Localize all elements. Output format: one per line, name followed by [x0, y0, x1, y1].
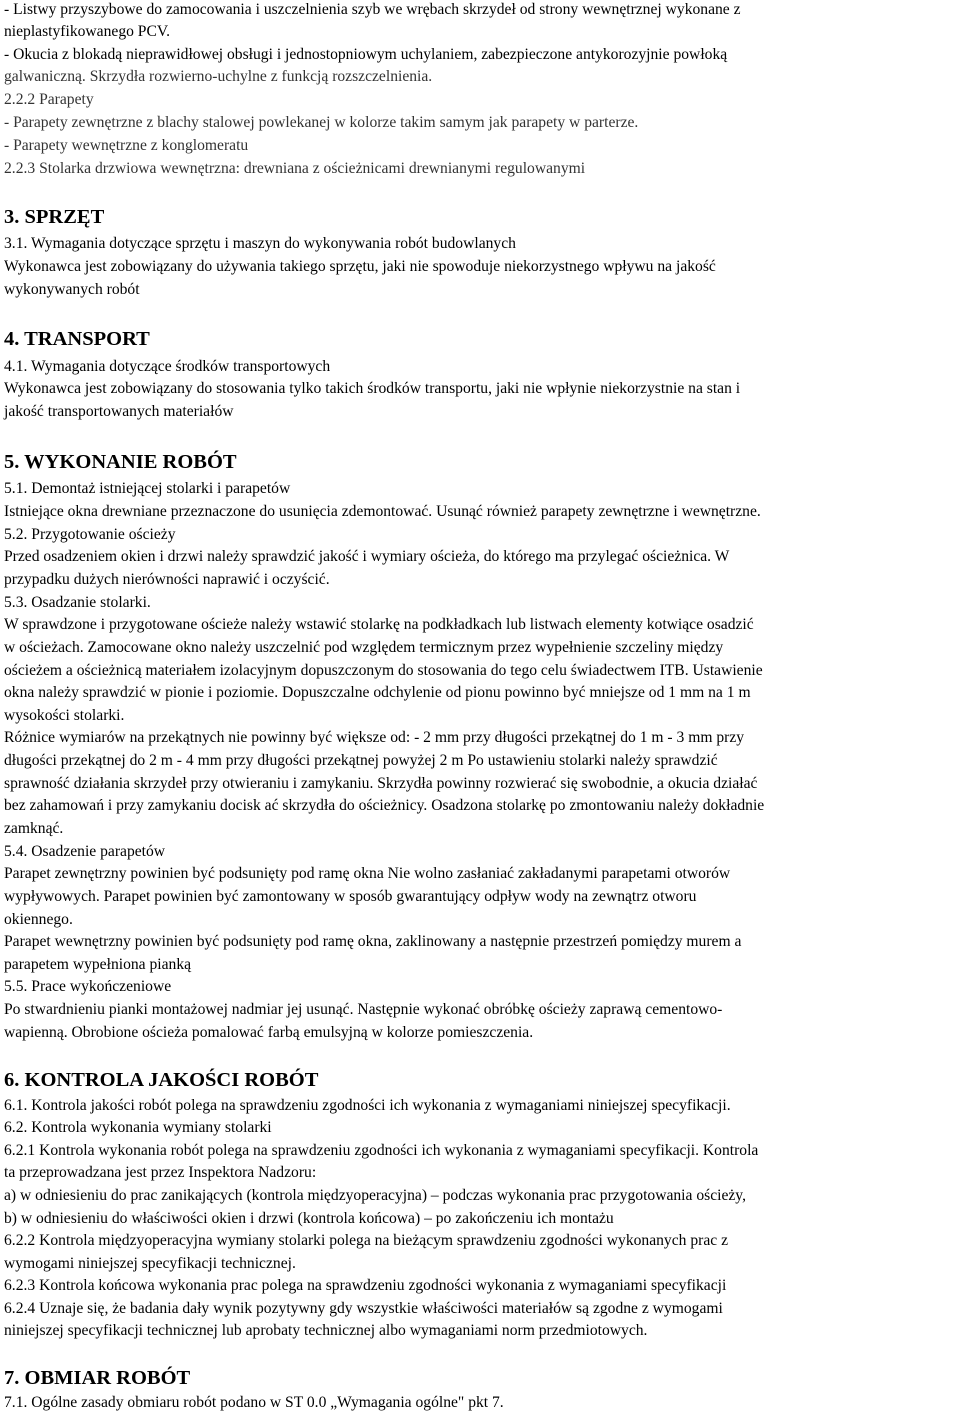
text-line: - Okucia z blokadą nieprawidłowej obsługi i jednostopniowym uchylaniem, zabezpieczone antykorozyjnie powłoką: [4, 46, 728, 63]
text-line: Wykonawca jest zobowiązany do stosowania tylko takich środków transportu, jaki nie wpłynie niekorzystnie na stan i: [4, 380, 741, 397]
text-line: ta przeprowadzana jest przez Inspektora Nadzoru:: [4, 1164, 317, 1181]
subsection-title: 5.5. Prace wykończeniowe: [4, 978, 172, 995]
text-line: długości przekątnej do 2 m - 4 mm przy długości przekątnej powyżej 2 m Po ustawieniu stolarki należy sprawdzić: [4, 752, 718, 769]
text-line: niniejszej specyfikacji technicznej lub aprobaty technicznej albo wymaganiami norm przedmiotowych.: [4, 1322, 648, 1339]
text-line: 6.2.1 Kontrola wykonania robót polega na sprawdzeniu zgodności ich wykonania z wymaganiami specyfikacji. Kontrola: [4, 1142, 759, 1159]
text-line: wykonywanych robót: [4, 281, 140, 298]
section-heading: 5. WYKONANIE ROBÓT: [4, 451, 237, 473]
text-line: Istniejące okna drewniane przeznaczone do usunięcia zdemontować. Usunąć również parapety zewnętrzne i wewnętrzne.: [4, 503, 761, 520]
subsection-title: 5.3. Osadzanie stolarki.: [4, 594, 151, 611]
text-line: Parapet wewnętrzny powinien być podsunięty pod ramę okna, zaklinowany a następnie przestrzeń pomiędzy murem a: [4, 933, 742, 950]
text-line: przypadku dużych nierówności naprawić i oczyścić.: [4, 571, 330, 588]
text-line: Parapet zewnętrzny powinien być podsunięty pod ramę okna Nie wolno zasłaniać zakładanymi parapetami otworów: [4, 865, 731, 882]
text-line: Wykonawca jest zobowiązany do używania takiego sprzętu, jaki nie spowoduje niekorzystnego wpływu na jakość: [4, 258, 716, 275]
section-heading: 6. KONTROLA JAKOŚCI ROBÓT: [4, 1069, 319, 1091]
text-line: W sprawdzone i przygotowane ościeże należy wstawić stolarkę na podkładkach lub listwach elementy kotwiące osadzić: [4, 616, 754, 633]
section-heading: 4. TRANSPORT: [4, 328, 150, 350]
text-line: wymogami niniejszej specyfikacji technicznej.: [4, 1255, 296, 1272]
text-line: 6.2.3 Kontrola końcowa wykonania prac polega na sprawdzeniu zgodności wykonania z wymaganiami specyfikacji: [4, 1277, 727, 1294]
text-line: sprawność działania skrzydeł przy otwieraniu i zamykaniu. Skrzydła powinny rozwierać się swobodnie, a okucia działać: [4, 775, 758, 792]
text-line: - Parapety wewnętrzne z konglomeratu: [4, 137, 249, 154]
text-line: 6.2.4 Uznaje się, że badania dały wynik pozytywny gdy wszystkie właściwości materiałów są zgodne z wymogami: [4, 1300, 723, 1317]
text-line: wysokości stolarki.: [4, 707, 125, 724]
text-line: galwaniczną. Skrzydła rozwierno-uchylne z funkcją rozszczelnienia.: [4, 68, 433, 85]
text-line: jakość transportowanych materiałów: [4, 403, 234, 420]
text-line: bez zahamowań i przy zamykaniu docisk ać skrzydła do ościeżnicy. Osadzona stolarkę po zmontowaniu należy dokładnie: [4, 797, 765, 814]
text-line: b) w odniesieniu do właściwości okien i drzwi (kontrola końcowa) – po zakończeniu ich montażu: [4, 1210, 614, 1227]
text-line: Różnice wymiarów na przekątnych nie powinny być większe od: - 2 mm przy długości przekątnej do 1 m - 3 mm przy: [4, 729, 745, 746]
text-line: w ościeżach. Zamocowane okno należy uszczelnić pod względem termicznym przez wypełnienie szczeliny między: [4, 639, 724, 656]
text-line: 6.1. Kontrola jakości robót polega na sprawdzeniu zgodności ich wykonania z wymaganiami niniejszej specyfikacji.: [4, 1097, 731, 1114]
subsection-title: 5.2. Przygotowanie ościeży: [4, 526, 176, 543]
text-line: 6.2.2 Kontrola międzyoperacyjna wymiany stolarki polega na bieżącym sprawdzeniu zgodności wykonanych prac z: [4, 1232, 728, 1249]
subsection-title: 6.2. Kontrola wykonania wymiany stolarki: [4, 1119, 272, 1136]
text-line: - Listwy przyszybowe do zamocowania i uszczelnienia szyb we wrębach skrzydeł od strony wewnętrznej wykonane z: [4, 1, 741, 18]
subsection-title: 2.2.3 Stolarka drzwiowa wewnętrzna: drewniana z ościeżnicami drewnianymi regulowanymi: [4, 160, 586, 177]
text-line: nieplastyfikowanego PCV.: [4, 23, 171, 40]
subsection-title: 3.1. Wymagania dotyczące sprzętu i maszyn do wykonywania robót budowlanych: [4, 235, 516, 252]
section-heading: 7. OBMIAR ROBÓT: [4, 1367, 191, 1389]
section-heading: 3. SPRZĘT: [4, 206, 105, 228]
text-line: parapetem wypełniona pianką: [4, 956, 192, 973]
text-line: wypływowych. Parapet powinien być zamontowany w sposób gwarantujący odpływ wody na zewnątrz otworu: [4, 888, 697, 905]
subsection-title: 2.2.2 Parapety: [4, 91, 94, 108]
text-line: 7.1. Ogólne zasady obmiaru robót podano w ST 0.0 „Wymagania ogólne" pkt 7.: [4, 1394, 504, 1411]
text-line: Przed osadzeniem okien i drzwi należy sprawdzić jakość i wymiary ościeża, do którego ma przylegać ościeżnica. W: [4, 548, 730, 565]
text-line: a) w odniesieniu do prac zanikających (kontrola międzyoperacyjna) – podczas wykonania prac przygotowania ościeży,: [4, 1187, 746, 1204]
text-line: okna należy sprawdzić w pionie i poziomie. Dopuszczalne odchylenie od pionu powinno być mniejsze od 1 mm na 1 m: [4, 684, 751, 701]
subsection-title: 5.1. Demontaż istniejącej stolarki i parapetów: [4, 480, 291, 497]
text-line: okiennego.: [4, 911, 73, 928]
text-line: ościeżem a ościeżnicą materiałem izolacyjnym dopuszczonym do stosowania do tego celu świadectwem ITB. Ustawienie: [4, 662, 763, 679]
text-line: wapienną. Obrobione ościeża pomalować farbą emulsyjną w kolorze pomieszczenia.: [4, 1024, 534, 1041]
subsection-title: 4.1. Wymagania dotyczące środków transportowych: [4, 358, 331, 375]
text-line: Po stwardnieniu pianki montażowej nadmiar jej usunąć. Następnie wykonać obróbkę ościeży zaprawą cementowo-: [4, 1001, 723, 1018]
subsection-title: 5.4. Osadzenie parapetów: [4, 843, 166, 860]
text-line: - Parapety zewnętrzne z blachy stalowej powlekanej w kolorze takim samym jak parapety w parterze.: [4, 114, 639, 131]
text-line: zamknąć.: [4, 820, 64, 837]
